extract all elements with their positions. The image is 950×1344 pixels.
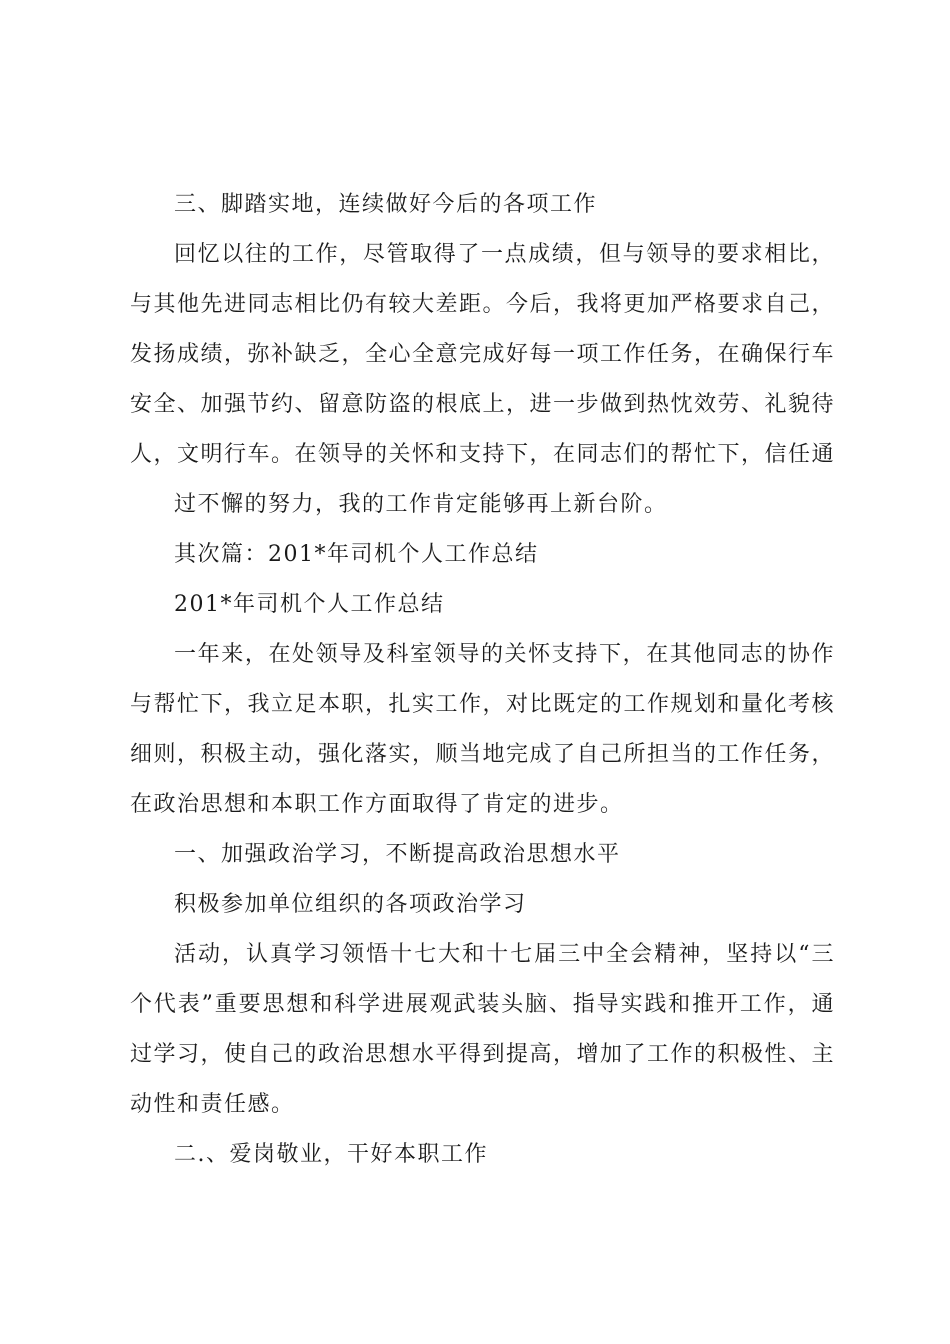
section-two-heading: 二.、爱岗敬业，干好本职工作: [174, 1142, 488, 1167]
year-summary-paragraph: 一年来，在处领导及科室领导的关怀支持下，在其他同志的协作与帮忙下，我立足本职，扎实工作，对比既定的工作规划和量化考核细则，积极主动，强化落实，顺当地完成了自己所担当的工作任务，在政治思想和本职工作方面取得了肯定的进步。: [130, 642, 836, 817]
review-paragraph: 回忆以往的工作，尽管取得了一点成绩，但与领导的要求相比，与其他先进同志相比仍有较大差距。今后，我将更加严格要求自己，发扬成绩，弥补缺乏，全心全意完成好每一项工作任务，在确保行车安全、加强节约、留意防盗的根底上，进一步做到热忱效劳、礼貌待人，文明行车。在领导的关怀和支持下，在同志们的帮忙下，信任通: [130, 242, 836, 467]
continuation-paragraph: 过不懈的努力，我的工作肯定能够再上新台阶。: [174, 492, 668, 517]
second-article-title: 201*年司机个人工作总结: [174, 592, 445, 617]
second-article-label: 其次篇：201*年司机个人工作总结: [174, 542, 539, 567]
section-one-heading: 一、加强政治学习，不断提高政治思想水平: [174, 842, 621, 867]
study-participation-paragraph: 积极参加单位组织的各项政治学习: [174, 892, 527, 917]
study-activity-paragraph: 活动，认真学习领悟十七大和十七届三中全会精神，坚持以“三个代表”重要思想和科学进展观武装头脑、指导实践和推开工作，通过学习，使自己的政治思想水平得到提高，增加了工作的积极性、主动性和责任感。: [130, 942, 836, 1117]
section-three-heading: 三、脚踏实地，连续做好今后的各项工作: [174, 192, 598, 217]
